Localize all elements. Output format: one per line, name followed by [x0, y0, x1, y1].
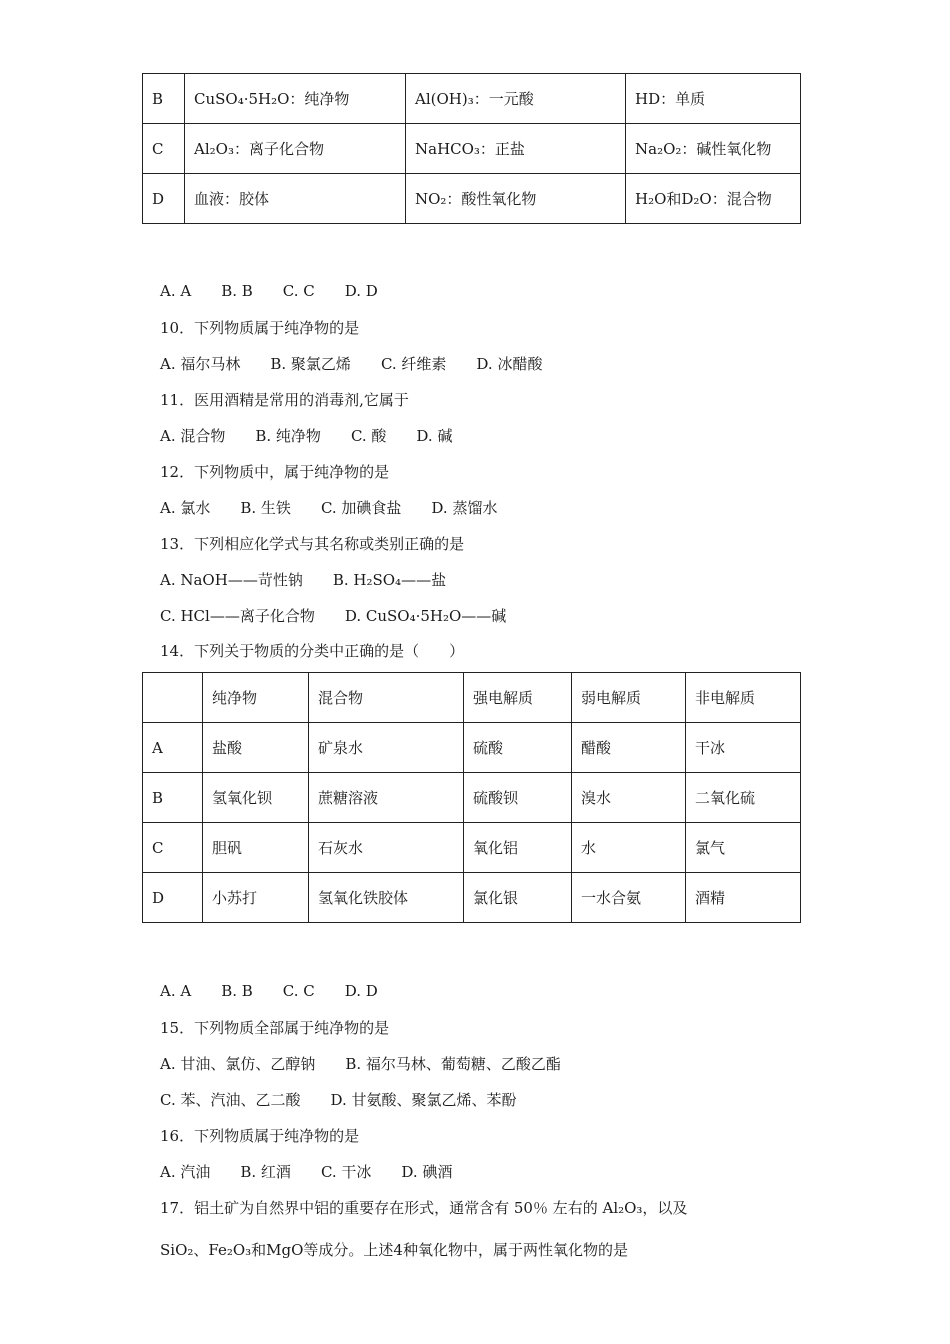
q13-options-row-1: [160, 569, 446, 590]
column-header: 混合物: [309, 673, 464, 723]
classification-table-1: [142, 73, 801, 224]
table-cell: C: [143, 124, 185, 174]
table-cell: 石灰水: [309, 823, 464, 873]
option-d[interactable]: D. CuSO₄·5H₂O——碱: [344, 607, 507, 625]
option-c[interactable]: C. C: [282, 282, 315, 300]
table-cell: Na₂O₂：碱性氧化物: [626, 124, 801, 174]
option-c[interactable]: C. 干冰: [320, 1163, 372, 1181]
table-cell: 干冰: [686, 723, 801, 773]
option-d[interactable]: D. 甘氨酸、聚氯乙烯、苯酚: [330, 1091, 517, 1109]
table-cell: B: [143, 74, 185, 124]
option-b[interactable]: B. 福尔马林、葡萄糖、乙酸乙酯: [345, 1055, 561, 1073]
table-cell: 氯化银: [464, 873, 572, 923]
option-c[interactable]: C. C: [282, 982, 315, 1000]
q14-options: [160, 982, 378, 1000]
table-cell: 矿泉水: [309, 723, 464, 773]
table-cell: Al₂O₃：离子化合物: [185, 124, 406, 174]
q13-options-row-2: [160, 605, 506, 626]
table-cell: NO₂：酸性氧化物: [406, 174, 626, 224]
option-b[interactable]: B. 聚氯乙烯: [270, 355, 351, 373]
table-cell: 水: [572, 823, 686, 873]
table-cell: 溴水: [572, 773, 686, 823]
q12-stem: 12．下列物质中，属于纯净物的是: [160, 463, 390, 481]
table-cell: C: [143, 823, 203, 873]
table-cell: 蔗糖溶液: [309, 773, 464, 823]
option-b[interactable]: B. B: [221, 282, 253, 300]
table-row: [143, 124, 801, 174]
option-a[interactable]: A. 甘油、氯仿、乙醇钠: [160, 1055, 316, 1073]
table-row: [143, 823, 801, 873]
q15-options-row-2: [160, 1089, 517, 1110]
table-cell: 硫酸钡: [464, 773, 572, 823]
option-c[interactable]: C. 纤维素: [380, 355, 447, 373]
option-b[interactable]: B. 红酒: [240, 1163, 291, 1181]
table-cell: 硫酸: [464, 723, 572, 773]
q16-options: [160, 1161, 452, 1182]
q10-stem: 10．下列物质属于纯净物的是: [160, 319, 360, 337]
column-header: 弱电解质: [572, 673, 686, 723]
option-b[interactable]: B. H₂SO₄——盐: [332, 571, 447, 589]
classification-table-2: [142, 672, 801, 923]
table-cell: 氧化铝: [464, 823, 572, 873]
q14-stem: 14．下列关于物质的分类中正确的是（ ）: [160, 642, 465, 660]
option-d[interactable]: D. 冰醋酸: [476, 355, 543, 373]
table-cell: 氢氧化铁胶体: [309, 873, 464, 923]
table-cell: 小苏打: [203, 873, 309, 923]
option-b[interactable]: B. 生铁: [240, 499, 291, 517]
q15-options-row-1: [160, 1053, 561, 1074]
option-d[interactable]: D. D: [344, 282, 378, 300]
option-a[interactable]: A. A: [160, 982, 192, 1000]
table-cell: D: [143, 873, 203, 923]
q17-stem-line-2: SiO₂、Fe₂O₃和MgO等成分。上述4种氧化物中，属于两性氧化物的是: [160, 1241, 628, 1259]
option-d[interactable]: D. 碘酒: [401, 1163, 453, 1181]
option-a[interactable]: A. 汽油: [160, 1163, 211, 1181]
table-row: [143, 873, 801, 923]
table-row: [143, 773, 801, 823]
option-d[interactable]: D. D: [344, 982, 378, 1000]
table-cell: D: [143, 174, 185, 224]
table-cell: 氢氧化钡: [203, 773, 309, 823]
q13-stem: 13．下列相应化学式与其名称或类别正确的是: [160, 535, 465, 553]
q9-options: [160, 282, 378, 300]
table-cell: 胆矾: [203, 823, 309, 873]
table-cell: 血液：胶体: [185, 174, 406, 224]
option-c[interactable]: C. 苯、汽油、乙二酸: [160, 1091, 301, 1109]
column-header: 强电解质: [464, 673, 572, 723]
table-body: [143, 74, 801, 224]
table-header-row: [143, 673, 801, 723]
option-c[interactable]: C. HCl——离子化合物: [160, 607, 315, 625]
q15-stem: 15．下列物质全部属于纯净物的是: [160, 1019, 390, 1037]
table-cell: HD：单质: [626, 74, 801, 124]
column-header: 非电解质: [686, 673, 801, 723]
table-cell: 二氧化硫: [686, 773, 801, 823]
table-body: [143, 673, 801, 923]
q11-stem: 11．医用酒精是常用的消毒剂,它属于: [160, 391, 409, 409]
table-row: [143, 723, 801, 773]
table-cell: 酒精: [686, 873, 801, 923]
option-b[interactable]: B. B: [221, 982, 253, 1000]
q16-stem: 16．下列物质属于纯净物的是: [160, 1127, 360, 1145]
table-cell: 醋酸: [572, 723, 686, 773]
option-c[interactable]: C. 酸: [350, 427, 387, 445]
option-a[interactable]: A. NaOH——苛性钠: [160, 571, 303, 589]
option-a[interactable]: A. 氯水: [160, 499, 211, 517]
table-cell: CuSO₄·5H₂O：纯净物: [185, 74, 406, 124]
column-header: [143, 673, 203, 723]
table-cell: H₂O和D₂O：混合物: [626, 174, 801, 224]
q11-options: [160, 425, 452, 446]
option-a[interactable]: A. 混合物: [160, 427, 226, 445]
option-a[interactable]: A. A: [160, 282, 192, 300]
table-cell: 盐酸: [203, 723, 309, 773]
table-cell: NaHCO₃：正盐: [406, 124, 626, 174]
q17-stem-line-1: 17．铝土矿为自然界中铝的重要存在形式，通常含有 50％ 左右的 Al₂O₃，以及: [160, 1199, 688, 1217]
column-header: 纯净物: [203, 673, 309, 723]
table-cell: 一水合氨: [572, 873, 686, 923]
table-cell: A: [143, 723, 203, 773]
option-b[interactable]: B. 纯净物: [255, 427, 321, 445]
option-d[interactable]: D. 碱: [416, 427, 453, 445]
table-cell: B: [143, 773, 203, 823]
option-a[interactable]: A. 福尔马林: [160, 355, 241, 373]
table-cell: 氯气: [686, 823, 801, 873]
option-d[interactable]: D. 蒸馏水: [431, 499, 498, 517]
table-row: [143, 174, 801, 224]
table-cell: Al(OH)₃：一元酸: [406, 74, 626, 124]
q12-options: [160, 497, 497, 518]
q10-options: [160, 353, 542, 374]
table-row: [143, 74, 801, 124]
option-c[interactable]: C. 加碘食盐: [320, 499, 402, 517]
